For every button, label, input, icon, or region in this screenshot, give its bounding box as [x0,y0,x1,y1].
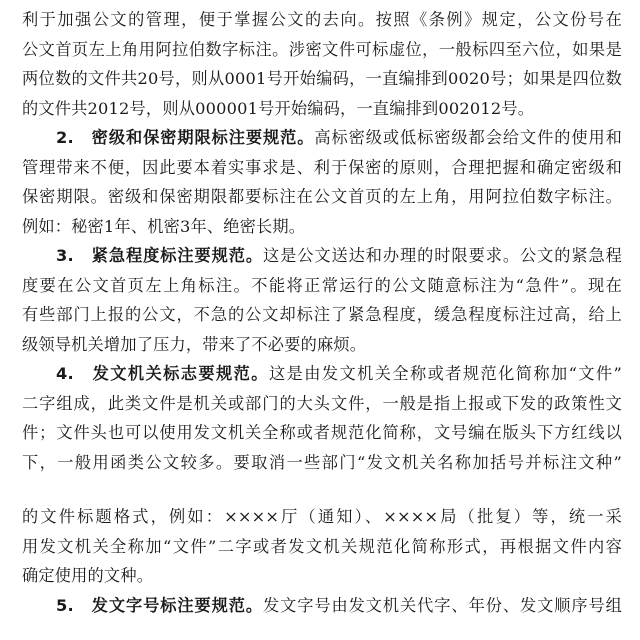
paragraph-line: 下，一般用函类公文较多。要取消一些部门“发文机关名称加括号并标注文种” [22,452,622,472]
item-3-text: 这是公文送达和办理的时限要求。公文的紧急程 [263,246,622,265]
paragraph-line: 有些部门上报的公文，不急的公文却标注了紧急程度，缓急程度标注过高，给上 [22,305,622,324]
paragraph-line: 件；文件头也可以使用发文机关全称或者规范化简称，文号编在版头下方红线以 [22,423,622,442]
paragraph-line: 确定使用的文种。 [22,566,154,585]
paragraph-line: 利于加强公文的管理，便于掌握公文的去向。按照《条例》规定，公文份号在 [22,10,622,29]
item-2-first-line [22,123,622,153]
paragraph-line: 例如：秘密1年、机密3年、绝密长期。 [22,216,306,236]
item-5-heading: 5. 发文字号标注要规范。 [56,595,263,615]
item-3-first-line [22,241,622,271]
item-2-text: 高标密级或低标密级都会给文件的使用和 [314,128,622,147]
item-4-first-line [22,359,622,389]
paragraph-line: 的文件标题格式，例如：××××厅（通知）、××××局（批复）等，统一采 [22,507,622,526]
paragraph-line: 两位数的文件共20号，则从0001号开始编码，一直编排到0020号；如果是四位数 [22,69,622,88]
paragraph-line: 保密期限。密级和保密期限都要标注在公文首页的左上角，用阿拉伯数字标注。 [22,187,622,206]
item-3-heading: 3. 紧急程度标注要规范。 [56,246,263,265]
paragraph-line: 管理带来不便，因此要本着实事求是、利于保密的原则，合理把握和确定密级和 [22,157,622,177]
paragraph-line: 的文件共2012号，则从000001号开始编码，一直编排到002012号。 [22,98,535,118]
text-block-lower [22,502,622,620]
paragraph-line: 公文首页左上角用阿拉伯数字标注。涉密文件可标虚位，一般标四至六位，如果是 [22,39,622,59]
paragraph-line: 用发文机关全称加“文件”二字或者发文机关规范化简称形式，再根据文件内容 [22,536,622,556]
item-4-heading: 4. 发文机关标志要规范。 [56,364,269,383]
item-5-text: 发文字号由发文机关代字、年份、发文顺序号组 [263,595,622,615]
paragraph-line: 度要在公文首页左上角标注。不能将正常运行的公文随意标注为“急件”。现在 [22,275,622,295]
paragraph-line: 级领导机关增加了压力，带来了不必要的麻烦。 [22,334,367,354]
paragraph-line: 二字组成，此类文件是机关或部门的大头文件，一般是指上报或下发的政策性文 [22,393,622,413]
text-block-upper [22,5,622,477]
item-5-first-line [22,591,622,621]
item-4-text: 这是由发文机关全称或者规范化简称加“文件” [268,364,623,383]
item-2-heading: 2. 密级和保密期限标注要规范。 [56,128,315,147]
